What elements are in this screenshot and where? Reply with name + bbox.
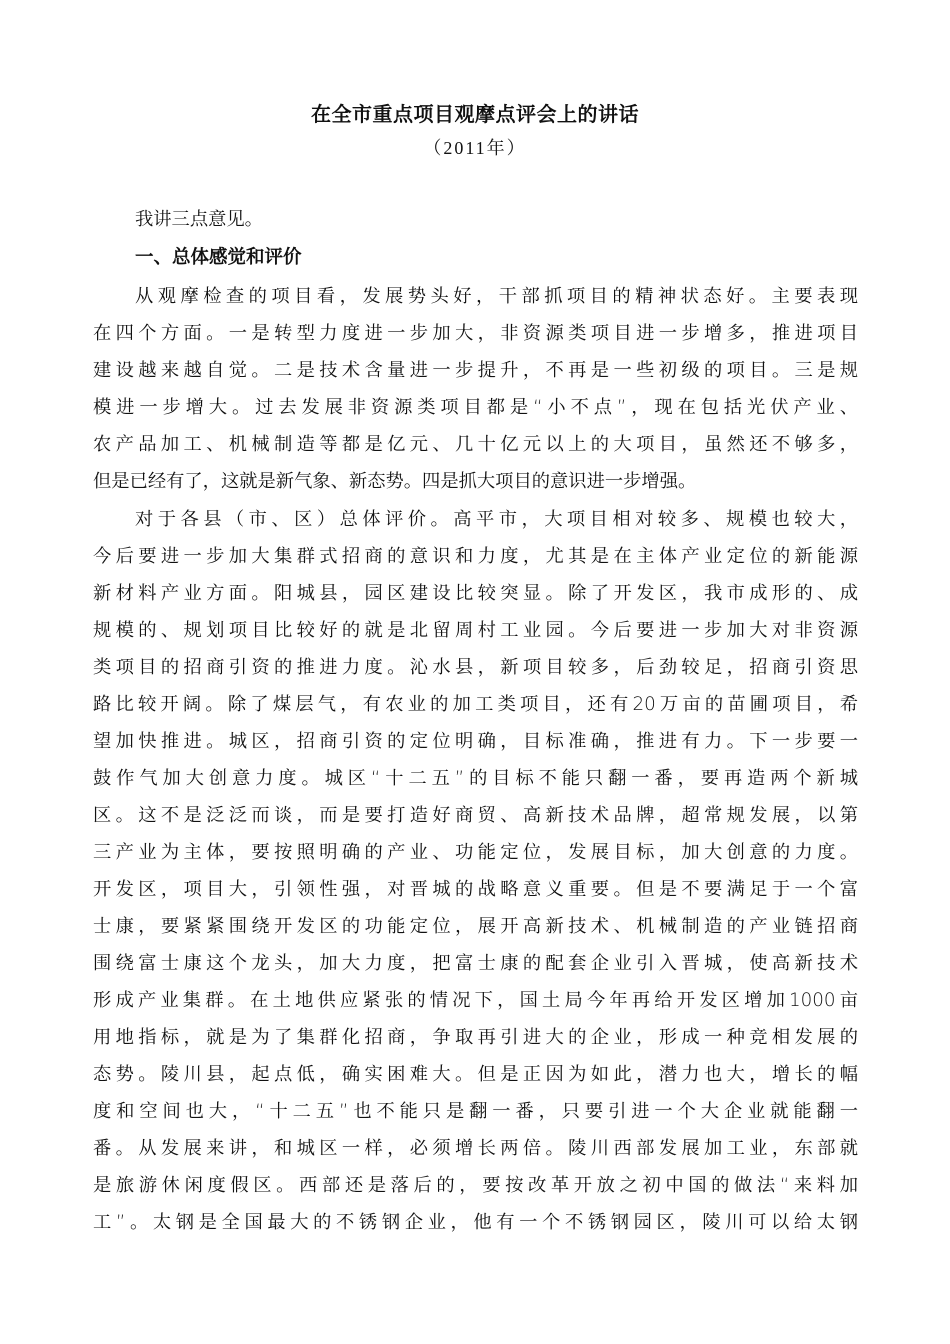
paragraph-line: 新材料产业方面。阳城县，园区建设比较突显。除了开发区，我市成形的、成 (93, 583, 858, 604)
paragraph-line: 形成产业集群。在土地供应紧张的情况下，国土局今年再给开发区增加1000亩 (93, 990, 858, 1011)
paragraph-line: 三产业为主体，要按照明确的产业、功能定位，发展目标，加大创意的力度。 (93, 842, 858, 863)
paragraph-line: 度和空间也大，“十二五”也不能只是翻一番，只要引进一个大企业就能翻一 (93, 1101, 858, 1122)
paragraph-line: 工”。太钢是全国最大的不锈钢企业，他有一个不锈钢园区，陵川可以给太钢 (93, 1212, 858, 1233)
paragraph-line: 从观摩检查的项目看，发展势头好，干部抓项目的精神状态好。主要表现 (135, 286, 858, 307)
paragraph-line: 模进一步增大。过去发展非资源类项目都是“小不点”，现在包括光伏产业、 (93, 397, 858, 418)
paragraph-line: 农产品加工、机械制造等都是亿元、几十亿元以上的大项目，虽然还不够多， (93, 434, 858, 455)
document-year: （2011年） (423, 138, 527, 158)
paragraph-line: 是旅游休闲度假区。西部还是落后的，要按改革开放之初中国的做法“来料加 (93, 1175, 858, 1196)
document-title: 在全市重点项目观摩点评会上的讲话 (311, 102, 639, 126)
paragraph-line: 区。这不是泛泛而谈，而是要打造好商贸、高新技术品牌，超常规发展，以第 (93, 805, 858, 826)
paragraph-line: 态势。陵川县，起点低，确实困难大。但是正因为如此，潜力也大，增长的幅 (93, 1064, 858, 1085)
paragraph-line: 但是已经有了，这就是新气象、新态势。四是抓大项目的意识进一步增强。 (93, 471, 697, 492)
paragraph-line: 用地指标，就是为了集群化招商，争取再引进大的企业，形成一种竞相发展的 (93, 1027, 858, 1048)
paragraph-line: 在四个方面。一是转型力度进一步加大，非资源类项目进一步增多，推进项目 (93, 323, 858, 344)
paragraph-line: 番。从发展来讲，和城区一样，必须增长两倍。陵川西部发展加工业，东部就 (93, 1138, 858, 1159)
paragraph-line: 士康，要紧紧围绕开发区的功能定位，展开高新技术、机械制造的产业链招商 (93, 916, 858, 937)
paragraph-line: 路比较开阔。除了煤层气，有农业的加工类项目，还有20万亩的苗圃项目，希 (93, 694, 858, 715)
paragraph-line: 建设越来越自觉。二是技术含量进一步提升，不再是一些初级的项目。三是规 (93, 360, 858, 381)
paragraph-line: 望加快推进。城区，招商引资的定位明确，目标准确，推进有力。下一步要一 (93, 731, 858, 752)
section-heading: 一、总体感觉和评价 (135, 247, 302, 268)
paragraph-line: 今后要进一步加大集群式招商的意识和力度，尤其是在主体产业定位的新能源 (93, 546, 858, 567)
intro-paragraph: 我讲三点意见。 (135, 209, 263, 230)
paragraph-line: 围绕富士康这个龙头，加大力度，把富士康的配套企业引入晋城，使高新技术 (93, 953, 858, 974)
paragraph-line: 开发区，项目大，引领性强，对晋城的战略意义重要。但是不要满足于一个富 (93, 879, 858, 900)
paragraph-line: 鼓作气加大创意力度。城区“十二五”的目标不能只翻一番，要再造两个新城 (93, 768, 858, 789)
paragraph-line: 规模的、规划项目比较好的就是北留周村工业园。今后要进一步加大对非资源 (93, 620, 858, 641)
paragraph-line: 对于各县（市、区）总体评价。高平市，大项目相对较多、规模也较大， (135, 509, 858, 530)
paragraph-line: 类项目的招商引资的推进力度。沁水县，新项目较多，后劲较足，招商引资思 (93, 657, 858, 678)
